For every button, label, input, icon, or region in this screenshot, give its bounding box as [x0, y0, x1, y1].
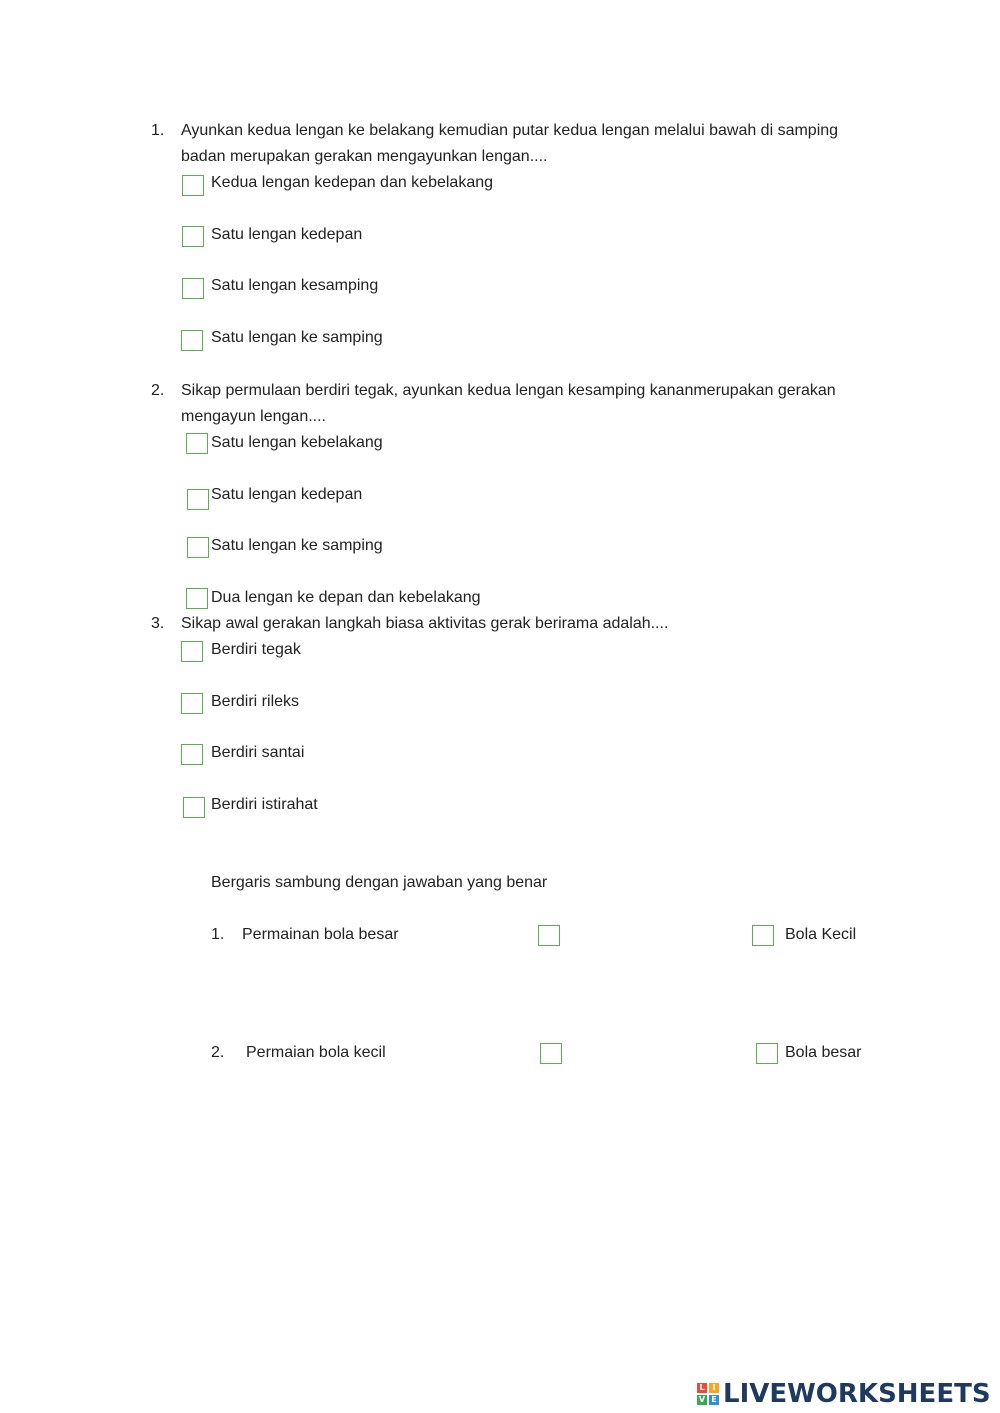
- question-2-text-line2: mengayun lengan....: [181, 408, 326, 425]
- q2-option-3-checkbox[interactable]: [187, 537, 209, 558]
- logo-mark-v: V: [698, 1395, 706, 1404]
- q2-option-3-label: Satu lengan ke samping: [211, 537, 383, 554]
- q2-option-4-label: Dua lengan ke depan dan kebelakang: [211, 589, 481, 606]
- question-1-text-line2: badan merupakan gerakan mengayunkan lengan....: [181, 148, 548, 165]
- logo-mark-i: I: [709, 1383, 719, 1393]
- matching-item-1-left-anchor[interactable]: [538, 925, 560, 946]
- logo-mark-e: E: [709, 1395, 719, 1405]
- q3-option-4-checkbox[interactable]: [183, 797, 205, 818]
- q2-option-1-checkbox[interactable]: [186, 433, 208, 454]
- matching-item-2-left-label: Permaian bola kecil: [246, 1044, 386, 1061]
- q2-option-2-label: Satu lengan kedepan: [211, 486, 363, 503]
- matching-item-2-right-anchor[interactable]: [756, 1043, 778, 1064]
- q3-option-3-checkbox[interactable]: [181, 744, 203, 765]
- question-1-text-line1: Ayunkan kedua lengan ke belakang kemudian putar kedua lengan melalui bawah di samping: [181, 122, 839, 139]
- question-2-number: 2.: [151, 382, 165, 399]
- matching-item-1-right-label: Bola Kecil: [785, 926, 857, 943]
- matching-item-1-left-label: Permainan bola besar: [242, 926, 399, 943]
- q3-option-2-label: Berdiri rileks: [211, 693, 300, 710]
- q1-option-2-label: Satu lengan kedepan: [211, 226, 363, 243]
- q2-option-4-checkbox[interactable]: [186, 588, 208, 609]
- matching-item-1-number: 1.: [211, 926, 225, 943]
- question-2-text-line1: Sikap permulaan berdiri tegak, ayunkan kedua lengan kesamping kananmerupakan gerakan: [181, 382, 836, 399]
- q3-option-2-checkbox[interactable]: [181, 693, 203, 714]
- liveworksheets-logo-text: LIVEWORKSHEETS: [723, 1379, 991, 1409]
- matching-instruction: Bergaris sambung dengan jawaban yang benar: [211, 874, 548, 891]
- question-1-number: 1.: [151, 122, 165, 139]
- q3-option-3-label: Berdiri santai: [211, 744, 305, 761]
- q1-option-4-checkbox[interactable]: [181, 330, 203, 351]
- q1-option-1-checkbox[interactable]: [182, 175, 204, 196]
- logo-mark-l: L: [697, 1383, 707, 1393]
- q3-option-1-label: Berdiri tegak: [211, 641, 301, 658]
- matching-item-2-right-label: Bola besar: [785, 1044, 862, 1061]
- matching-item-1-right-anchor[interactable]: [752, 925, 774, 946]
- liveworksheets-logo: [697, 1378, 991, 1410]
- q1-option-3-label: Satu lengan kesamping: [211, 277, 379, 294]
- q1-option-3-checkbox[interactable]: [182, 278, 204, 299]
- question-3-text-line1: Sikap awal gerakan langkah biasa aktivitas gerak berirama adalah....: [181, 615, 669, 632]
- liveworksheets-logo-mark: [697, 1383, 719, 1405]
- q2-option-1-label: Satu lengan kebelakang: [211, 434, 383, 451]
- matching-item-2-number: 2.: [211, 1044, 225, 1061]
- matching-item-2-left-anchor[interactable]: [540, 1043, 562, 1064]
- q1-option-4-label: Satu lengan ke samping: [211, 329, 383, 346]
- q2-option-2-checkbox[interactable]: [187, 489, 209, 510]
- q1-option-1-label: Kedua lengan kedepan dan kebelakang: [211, 174, 494, 191]
- q1-option-2-checkbox[interactable]: [182, 226, 204, 247]
- q3-option-1-checkbox[interactable]: [181, 641, 203, 662]
- question-3-number: 3.: [151, 615, 165, 632]
- q3-option-4-label: Berdiri istirahat: [211, 796, 318, 813]
